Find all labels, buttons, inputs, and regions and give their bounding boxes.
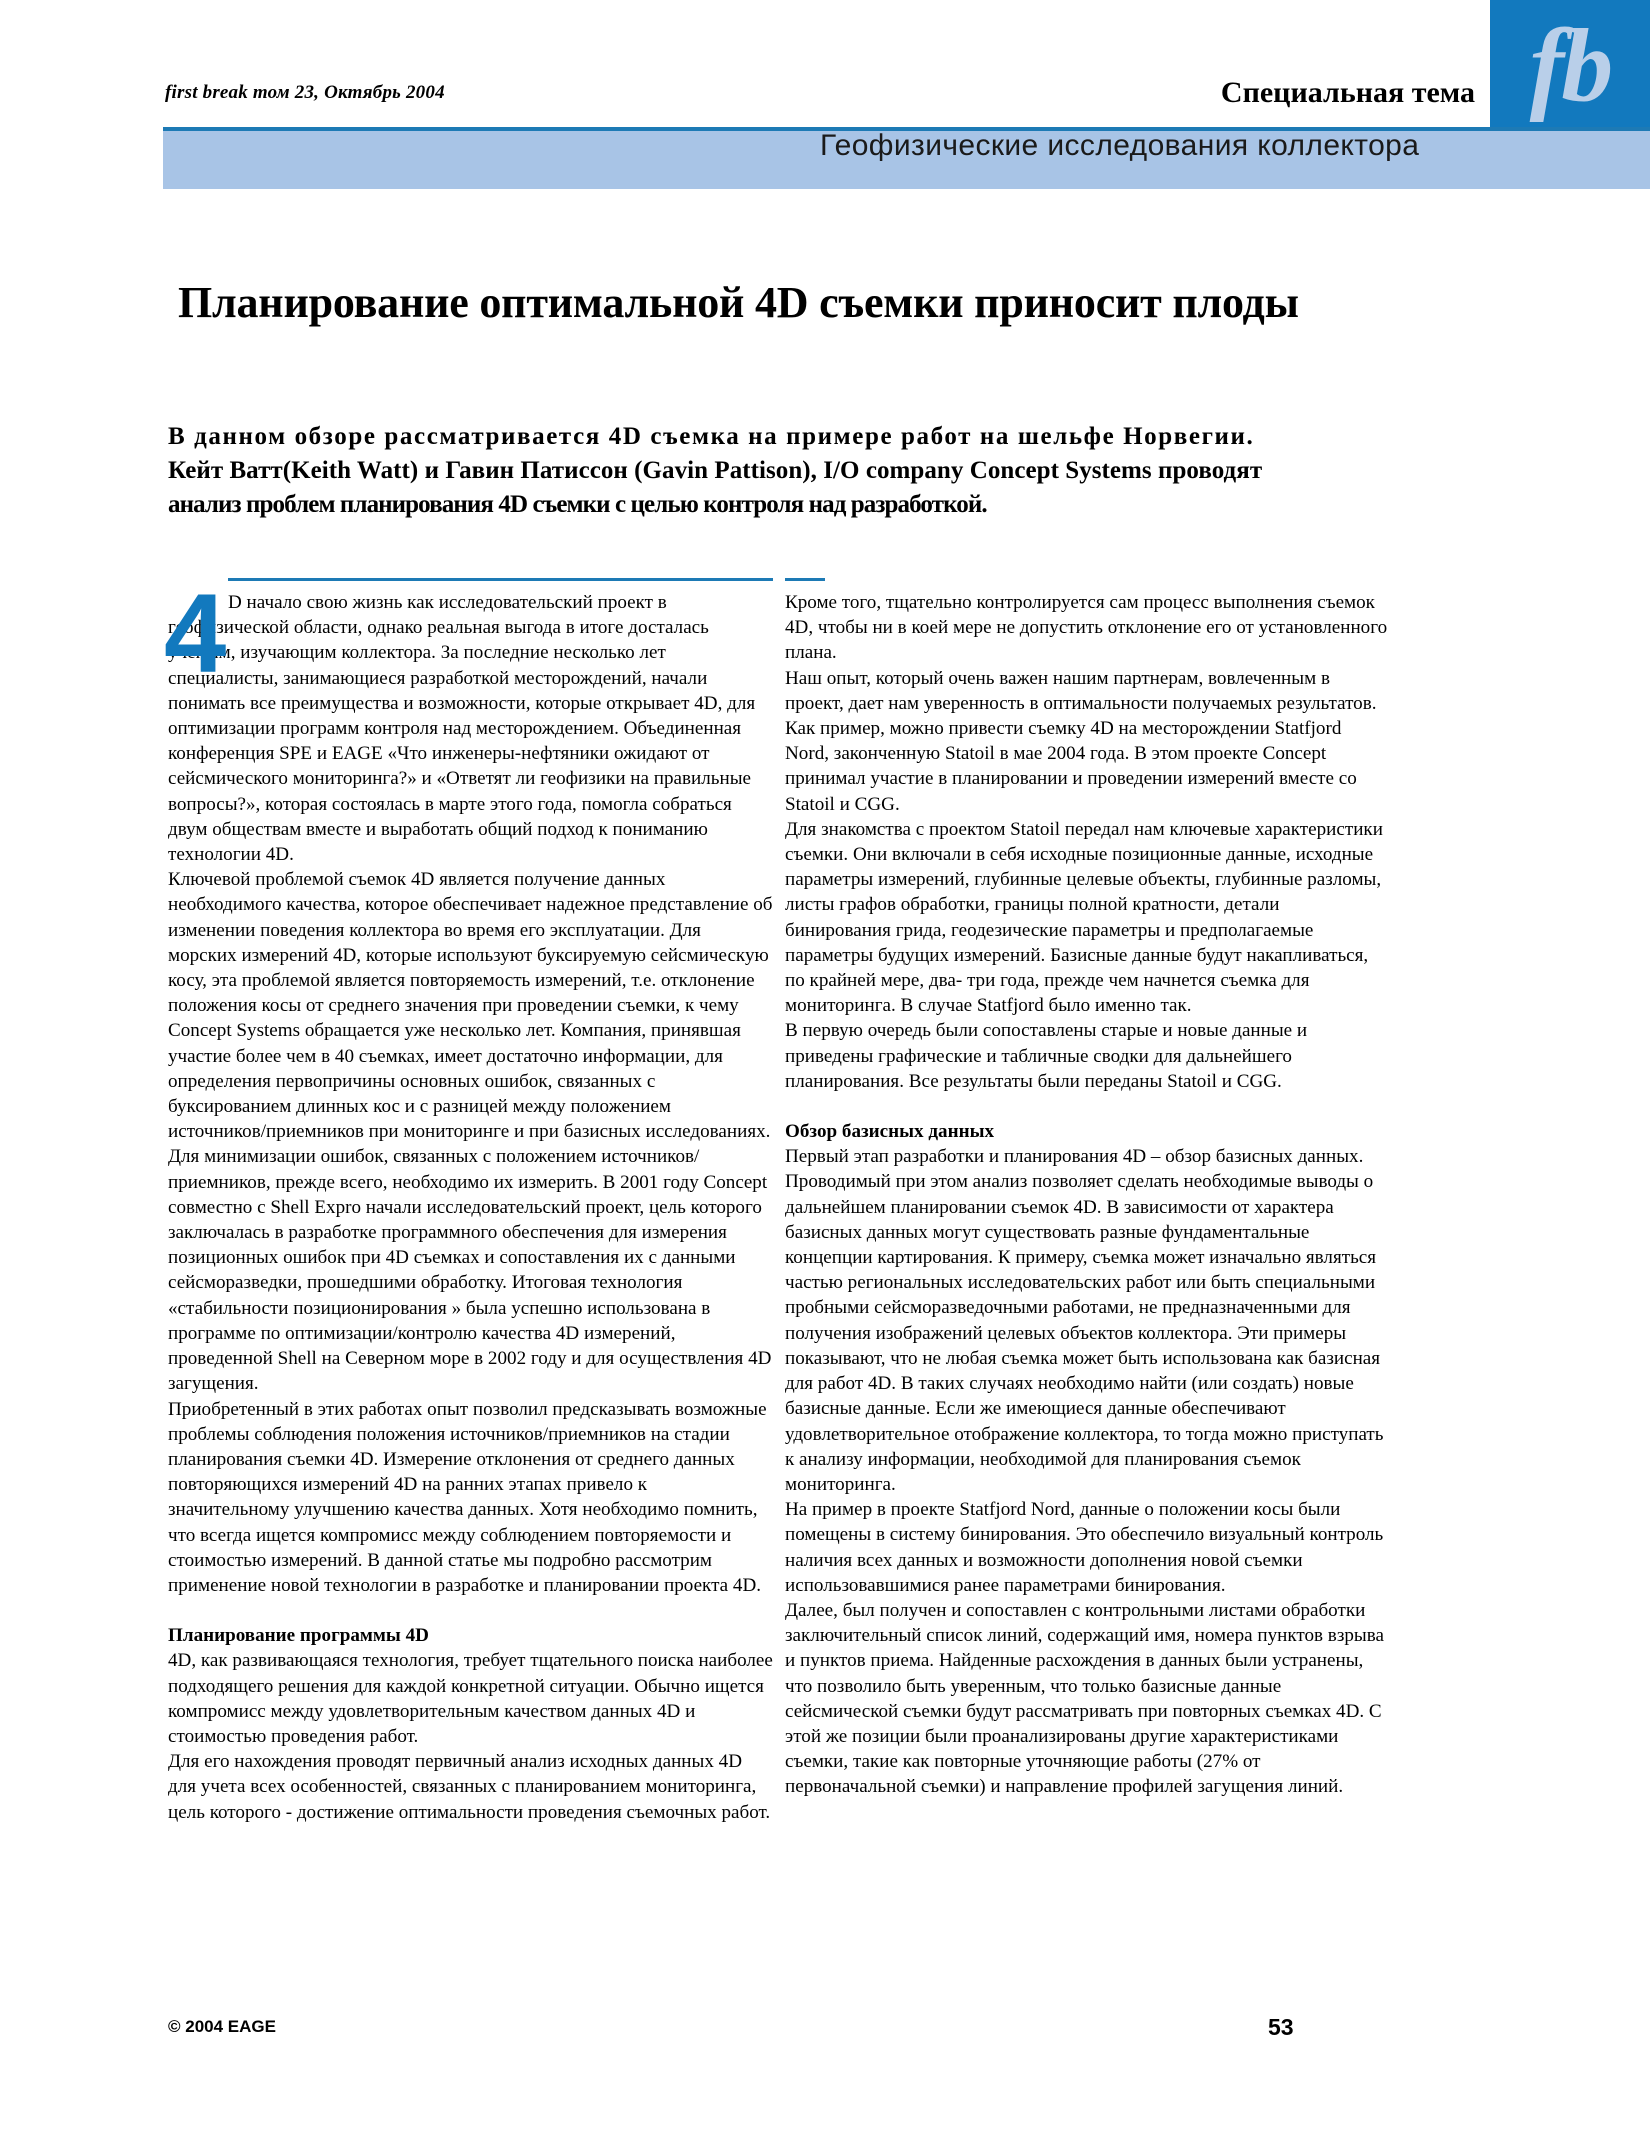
abstract-line-1: В данном обзоре рассматривается 4D съемка на примере работ на шельфе Норвегии. bbox=[168, 423, 1255, 450]
page-title: Планирование оптимальной 4D съемки приносит плоды bbox=[178, 278, 1299, 328]
abstract bbox=[168, 420, 1458, 522]
column-body-left bbox=[164, 571, 773, 1825]
paragraph: D начало свою жизнь как исследовательский проект в геофизической области, однако реальная выгода в итоге досталась ученым, изучающим коллектора. За последние несколько лет специалисты, занимающиеся разработкой месторождений, начали понимать все преимущества и возможности, которые открывает 4D, для оптимизации программ контроля над месторождением. Объединенная конференция SPE и EAGE «Что инженеры-нефтяники ожидают от сейсмического мониторинга?» и «Ответят ли геофизики на правильные вопросы?», которая состоялась в марте этого года, помогла собраться двум обществам вместе и выработать общий подход к пониманию технологии 4D. bbox=[168, 592, 756, 866]
journal-logo bbox=[1490, 0, 1650, 130]
paragraph: Для знакомства с проектом Statoil передал нам ключевые характеристики съемки. Они включали в себя исходные позиционные данные, исходные параметры измерений, глубинные целевые объекты, глубинные разломы, листы графов обработки, границы полной кратности, детали бинирования грида, геодезические параметры и предполагаемые параметры будущих измерений. Базисные данные будут накапливаться, по крайней мере, два- три года, прежде чем начнется съемка для мониторинга. В случае Statfjord было именно так. bbox=[785, 818, 1383, 1017]
paragraph: Ключевой проблемой съемок 4D является получение данных необходимого качества, которое обеспечивает надежное представление об изменении поведения коллектора во время его эксплуатации. Для морских измерений 4D, которые используют буксируемую сейсмическую косу, эта проблемой является повторяемость измерений, т.е. отклонение положения косы от среднего значения при проведении съемки, к чему Concept Systems обращается уже несколько лет. Компания, принявшая участие более чем в 40 съемках, имеет достаточно информации, для определения первопричины основных ошибок, связанных с буксированием длинных кос и с разницей между положением источников/приемников при мониторинге и при базисных исследованиях. bbox=[168, 869, 773, 1143]
footer-copyright: © 2004 EAGE bbox=[168, 2017, 276, 2036]
column-body-right bbox=[785, 578, 1390, 1800]
paragraph: Кроме того, тщательно контролируется сам процесс выполнения съемок 4D, чтобы ни в коей мере не допустить отклонение его от установленного плана. bbox=[785, 592, 1388, 664]
paragraph: Первый этап разработки и планирования 4D – обзор базисных данных. Проводимый при этом анализ позволяет сделать необходимые выводы о дальнейшем планировании съемок 4D. В зависимости от характера базисных данных могут существовать разные фундаментальные концепции картирования. К примеру, съемка может изначально являться частью региональных исследовательских работ или быть специальными пробными сейсморазведочными работами, не предназначенными для получения изображений целевых объектов коллектора. Эти примеры показывают, что не любая съемка может быть использована как базисная для работ 4D. В таких случаях необходимо найти (или создать) новые базисные данные. Если же имеющиеся данные обеспечивают удовлетворительное отображение коллектора, то тогда можно приступать к анализу информации, необходимой для планирования съемок мониторинга. bbox=[785, 1146, 1384, 1495]
abstract-line-3: анализ проблем планирования 4D съемки с целью контроля над разработкой. bbox=[168, 491, 987, 518]
abstract-line-2: Кейт Ватт(Keith Watt) и Гавин Патиссон (Gavin Pattison), I/O company Concept Systems проводят bbox=[168, 457, 1263, 484]
issue-line: first break том 23, Октябрь 2004 bbox=[165, 82, 445, 103]
section-name: Специальная тема bbox=[1220, 76, 1475, 109]
paragraph: Наш опыт, который очень важен нашим партнерам, вовлеченным в проект, дает нам уверенность в оптимальности получаемых результатов. Как пример, можно привести съемку 4D на месторождении Statfjord Nord, законченную Statoil в мае 2004 года. В этом проекте Concept принимал участие в планировании и проведении измерений вместе со Statoil и CGG. bbox=[785, 667, 1377, 815]
paragraph: Далее, был получен и сопоставлен с контрольными листами обработки заключительный список линий, содержащий имя, номера пунктов взрыва и пунктов приема. Найденные расхождения в данных были устранены, что позволило быть уверенным, что только базисные данные сейсмической съемки будут рассматривать при повторных съемках 4D. С этой же позиции были проанализированы другие характеристиками съемки, такие как повторные уточняющие работы (27% от первоначальной съемки) и направление профилей загущения линий. bbox=[785, 1599, 1384, 1798]
subheading: Планирование программы 4D bbox=[168, 1625, 429, 1647]
body-column-left bbox=[164, 571, 773, 1825]
paragraph: 4D, как развивающаяся технология, требует тщательного поиска наиболее подходящего решения для каждой конкретной ситуации. Обычно ищется компромисс между удовлетворительным качеством данных 4D и стоимостью проведения работ. bbox=[168, 1650, 773, 1747]
footer-page-number: 53 bbox=[1268, 2014, 1294, 2040]
subheading: Обзор базисных данных bbox=[785, 1121, 995, 1143]
paragraph: На пример в проекте Statfjord Nord, данные о положении косы были помещены в систему бинирования. Это обеспечило визуальный контроль наличия всех данных и возможности дополнения новой съемки использовавшимися ранее параметрами бинирования. bbox=[785, 1499, 1384, 1596]
first-break-logo-icon: fb bbox=[1529, 8, 1611, 123]
body-column-right bbox=[785, 578, 1390, 1800]
drop-cap: 4 bbox=[164, 571, 227, 696]
paragraph: Для минимизации ошибок, связанных с положением источников/приемников, прежде всего, необходимо их измерить. В 2001 году Concept совместно с Shell Expro начали исследовательский проект, цель которого заключалась в разработке программного обеспечения для измерения позиционных ошибок при 4D съемках и сопоставления их с данными сейсморазведки, прошедшими обработку. Итоговая технология «стабильности позиционирования » была успешно использована в программе по оптимизации/контролю качества 4D измерений, проведенной Shell на Северном море в 2002 году и для осуществления 4D загущения. bbox=[168, 1146, 772, 1395]
paragraph: Для его нахождения проводят первичный анализ исходных данных 4D для учета всех особенностей, связанных с планированием мониторинга, цель которого - достижение оптимальности проведения съемочных работ. bbox=[168, 1751, 771, 1823]
paragraph: Приобретенный в этих работах опыт позволил предсказывать возможные проблемы соблюдения положения источников/приемников на стадии планирования съемки 4D. Измерение отклонения от среднего данных повторяющихся измерений 4D на ранних этапах привело к значительному улучшению качества данных. Хотя необходимо помнить, что всегда ищется компромисс между соблюдением повторяемости и стоимостью измерений. В данной статье мы подробно рассмотрим применение новой технологии в разработке и планировании проекта 4D. bbox=[168, 1398, 767, 1596]
masthead bbox=[0, 0, 1650, 215]
paragraph: В первую очередь были сопоставлены старые и новые данные и приведены графические и табличные сводки для дальнейшего планирования. Все результаты были переданы Statoil и CGG. bbox=[785, 1020, 1308, 1092]
section-title: Геофизические исследования коллектора bbox=[820, 129, 1420, 162]
